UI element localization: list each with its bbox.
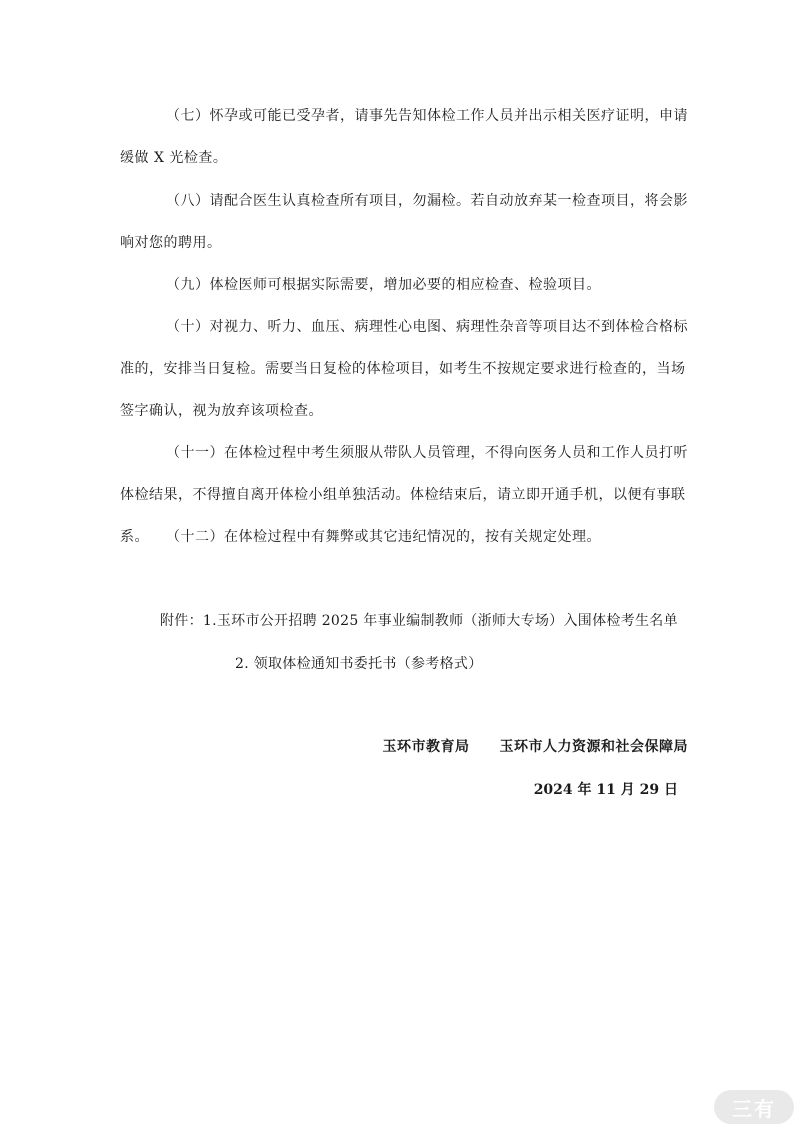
paragraph-item-9: （九）体检医师可根据实际需要，增加必要的相应检查、检验项目。	[166, 277, 601, 293]
issuer-hr-bureau: 玉环市人力资源和社会保障局	[499, 739, 688, 755]
paragraph-item-10: （十）对视力、听力、血压、病理性心电图、病理性杂音等项目达不到体检合格标准的，安排当日复检。需要当日复检的体检项目，如考生不按规定要求进行检查的，当场签字确认，视为放弃该项检查。	[120, 319, 688, 419]
attachment-line-2: 2. 领取体检通知书委托书（参考格式）	[235, 656, 483, 672]
attachment-line-1: 附件：1.玉环市公开招聘 2025 年事业编制教师（浙师大专场）入围体检考生名单	[160, 613, 678, 629]
watermark-logo: 三有	[714, 1090, 794, 1124]
paragraph-item-12: （十二）在体检过程中有舞弊或其它违纪情况的，按有关规定处理。	[166, 529, 601, 545]
paragraph-item-8: （八）请配合医生认真检查所有项目，勿漏检。若自动放弃某一检查项目，将会影响对您的聘用。	[120, 193, 688, 251]
paragraph-item-7: （七）怀孕或可能已受孕者，请事先告知体检工作人员并出示相关医疗证明，申请缓做 X 光检查。	[120, 108, 688, 166]
issue-date: 2024 年 11 月 29 日	[533, 782, 678, 798]
issuer-education-bureau: 玉环市教育局	[382, 739, 470, 755]
signature-block	[383, 736, 689, 756]
paragraph-item-11: （十一）在体检过程中考生须服从带队人员管理，不得向医务人员和工作人员打听体检结果，不得擅自离开体检小组单独活动。体检结束后，请立即开通手机，以便有事联系。	[120, 445, 688, 545]
